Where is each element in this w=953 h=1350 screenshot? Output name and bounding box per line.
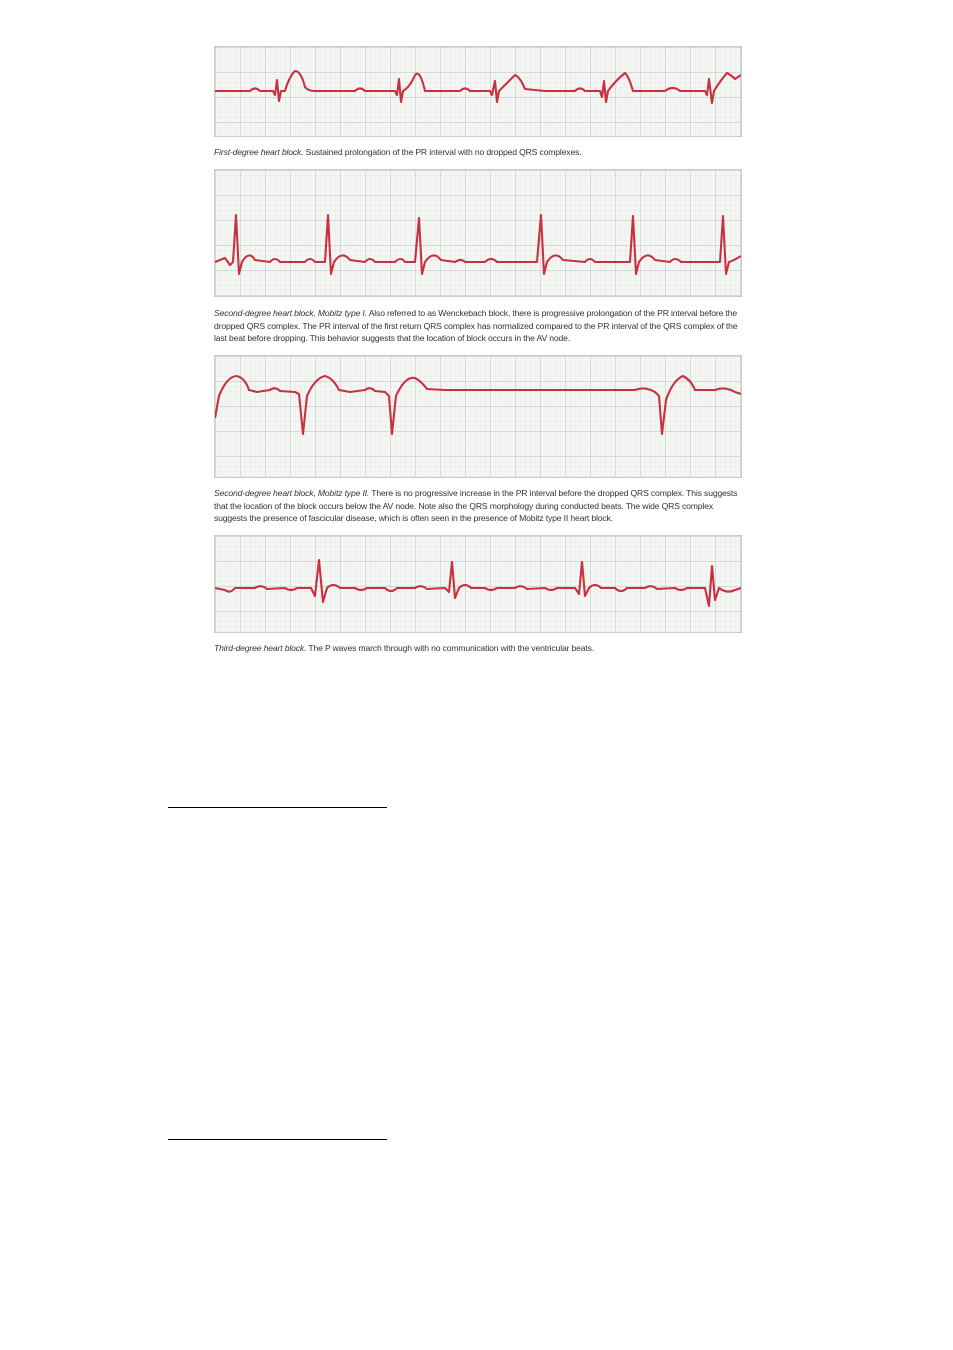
- ecg-strip-mobitz-2: [214, 355, 742, 478]
- caption-title: Second-degree heart block, Mobitz type II.: [214, 488, 370, 498]
- caption-text: Also referred to as Wenckebach block, there is progressive prolongation of the PR interval before the dropped QRS complex. The PR interval of the first return QRS complex has normalized compared to the PR interval of the QRS complex of the last beat before dropping. This behavior suggests that the location of block occurs in the AV node.: [214, 308, 738, 344]
- caption-text: There is no progressive increase in the PR interval before the dropped QRS complex. This suggests that the location of the block occurs below the AV node. Note also the QRS morphology during conducted beats. The wide QRS complex suggests the presence of fascicular disease, which is often seen in the presence of Mobitz type II heart block.: [214, 488, 738, 524]
- ecg-trace-mobitz-2: [215, 356, 741, 477]
- ecg-trace-third-degree: [215, 536, 741, 632]
- caption-first-degree: [214, 146, 742, 159]
- ecg-trace-first-degree: [215, 47, 741, 136]
- footnote-rule: [168, 807, 387, 808]
- caption-third-degree: [214, 642, 742, 655]
- caption-mobitz-1: [214, 307, 742, 345]
- caption-title: Third-degree heart block.: [214, 643, 307, 653]
- caption-title: Second-degree heart block, Mobitz type I.: [214, 308, 367, 318]
- caption-text: The P waves march through with no communication with the ventricular beats.: [306, 643, 595, 653]
- caption-mobitz-2: [214, 487, 742, 525]
- ecg-strip-first-degree: [214, 46, 742, 137]
- ecg-strip-mobitz-1: [214, 169, 742, 297]
- ecg-strip-third-degree: [214, 535, 742, 633]
- caption-title: First-degree heart block.: [214, 147, 304, 157]
- caption-text: Sustained prolongation of the PR interval with no dropped QRS complexes.: [303, 147, 582, 157]
- footnote-rule: [168, 1139, 387, 1140]
- ecg-trace-mobitz-1: [215, 170, 741, 296]
